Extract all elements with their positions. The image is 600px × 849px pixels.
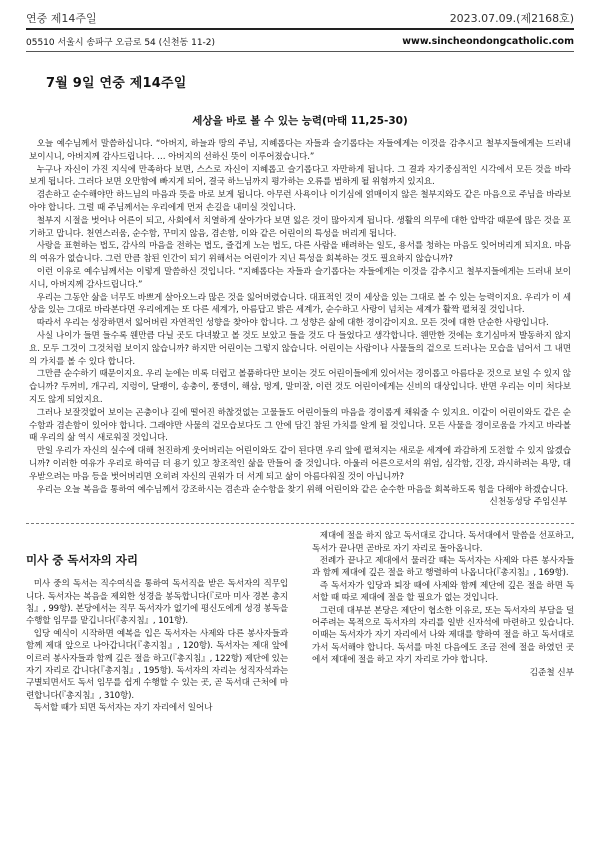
homily-signature: 신천동성당 주임신부 (489, 497, 567, 508)
homily-paragraph: 우리는 오늘 복음을 통하여 예수님께서 강조하시는 겸손과 순수함을 찾기 위해 어린이와 같은 순수한 마음을 회복하도록 힘을 다해야 하겠습니다. (36, 484, 569, 495)
homily-paragraph: 누구나 자신이 가진 지식에 만족하다 보면, 스스로 자신이 지혜롭고 슬기롭다고 자만하게 됩니다. 그 결과 자기중심적인 시각에서 모든 것을 바라보게 됩니다. 그러다 보면 오만함에 빠지게 되어, 결국 하느님까지 평가하는 오류를 범하게 될 위험까지 있지요. (29, 164, 571, 188)
homily-paragraph: 만일 우리가 자신의 실수에 대해 천진하게 웃어버리는 어린이와도 같이 된다면 우리 앞에 펼쳐지는 새로운 세계에 과감하게 도전할 수 있지 않겠습니까? 이러한 여유가 우리로 하여금 더 용기 있고 창조적인 삶을 만들어 줄 것입니다. 아울러 어른으로서의 위엄, 심각함, 긴장, 과시하려는 욕망, 대우받으려는 마음 등을 벗어버리면 오히려 자신의 권위가 더 서게 되고 삶이 아름다워질 것이 아닙니까? (29, 446, 571, 482)
homily-paragraph: 겸손하고 순수해야만 하느님의 마음과 뜻을 바로 보게 됩니다. 아무런 사욕이나 이기심에 얽매이지 않은 철부지와도 같은 마음으로 주님을 바라보아야 합니다. 그럴 때 주님께서는 우리에게 먼저 손길을 내미실 것입니다. (29, 190, 571, 213)
homily-paragraph: 오늘 예수님께서 말씀하십니다. “아버지, 하늘과 땅의 주님, 지혜롭다는 자들과 슬기롭다는 자들에게는 이것을 감추시고 철부지들에게는 드러내 보이시니, 아버지께 감사드립니다. … 아버지의 선하신 뜻이 이루어졌습니다.” (29, 139, 571, 162)
article-paragraph: 독서할 때가 되면 독서자는 자기 자리에서 일어나 (33, 703, 213, 714)
article-author: 김준철 신부 (529, 667, 574, 678)
homily-paragraph: 따라서 우리는 성장하면서 잃어버린 자연적인 성향을 찾아야 합니다. 그 성향은 삶에 대한 경이감이지요. 모든 것에 대한 단순한 사랑입니다. (36, 318, 549, 329)
article-paragraph: 그런데 대부분 본당은 제단이 협소한 이유로, 또는 독서자의 부담을 덜어주려는 목적으로 독서자의 자리를 일반 신자석에 마련하고 있습니다. 이때는 독서자가 자기 자리에서 나와 제대를 향하여 절을 하고 독서대로 가서 독서해야 합니다. 독서를 마친 다음에도 조금 전에 절을 하였던 곳에서 제대에 절을 하고 자기 자리로 가야 합니다. (312, 605, 574, 666)
homily-paragraph: 철부지 시절을 벗어나 어른이 되고, 사회에서 치열하게 살아가다 보면 잃은 것이 많아지게 됩니다. 생활의 의무에 대한 압박감 때문에 많은 것을 포기하고 맙니다. 천연스러움, 순수함, 꾸미지 않음, 겸손함, 이와 같은 어린이의 특성을 버리게 됩니다. (29, 215, 571, 239)
section-divider (26, 523, 574, 524)
homily-paragraph: 우리는 그동안 삶을 너무도 바쁘게 살아오느라 많은 것을 잃어버렸습니다. 대표적인 것이 세상을 있는 그대로 볼 수 있는 능력이지요. 우리가 이 세상을 있는 그대로 바라본다면 우리에게는 또 다른 세계가, 아름답고 밝은 세계가, 순수하고 사랑이 넘치는 세계가 활짝 펼쳐질 것입니다. (29, 292, 571, 316)
bulletin-header (26, 8, 574, 26)
homily-text (26, 138, 574, 509)
article-right-column (312, 530, 574, 714)
website-link[interactable]: www.sincheondongcatholic.com (402, 35, 574, 47)
article-paragraph: 입당 예식이 시작하면 예복을 입은 독서자는 사제와 다른 봉사자들과 함께 제대 앞으로 나아갑니다(『총지침』, 120항). 독서자는 제대 앞에 이르러 봉사자들과 함께 깊은 절을 하고(『총지침』, 122항) 제단에 있는 자기 자리로 갑니다(『총지침』, 195항). 독서자의 자리는 성직자석과는 구별되면서도 독서 임무를 쉽게 수행할 수 있는 곳, 곧 독서대 근처에 마련합니다(『총지침』, 310항). (26, 628, 288, 701)
homily-paragraph: 그러나 보잘것없어 보이는 곤충이나 길에 떨어진 하찮것없는 고물들도 어린이들의 마음을 경이롭게 채워줄 수 있지요. 이같이 어린이와도 같은 순수함과 겸손함이 있어야 합니다. 그래야만 사물의 겉모습보다도 그 안에 담긴 참된 가치를 알게 될 것입니다. 모든 사물을 경이로움을 가지고 바라볼 때 우리의 삶 역시 새로워질 것입니다. (29, 407, 571, 444)
church-address: 05510 서울시 송파구 오금로 54 (신천동 11-2) (26, 37, 216, 48)
homily-paragraph: 사랑을 표현하는 법도, 감사의 마음을 전하는 법도, 즐겁게 노는 법도, 다른 사람을 배려하는 일도, 용서를 청하는 마음도 잊어버리게 되지요. 마음의 여유가 없습니다. 그런 만큼 참된 인간이 되기 위해서는 어린이가 지닌 특성을 회복하는 것도 필요하지 않습니까? (29, 241, 571, 265)
issue-date: 2023.07.09.(제2168호) (449, 12, 574, 25)
homily-paragraph: 사실 나이가 들면 들수록 웬만큼 다닐 곳도 다녀봤고 볼 것도 보았고 들을 것도 다 들었다고 생각합니다. 웬만한 것에는 호기심마저 발동하지 않지요. 모두 그것이 그것처럼 보이지 않습니까? 하지만 어린이는 그렇지 않습니다. 어린이는 사람이나 사물들의 겉으로 드러나는 모습을 넘어서 그 내면의 가치를 볼 수 있다 합니다. (29, 330, 571, 367)
homily-paragraph: 이런 이유로 예수님께서는 이렇게 말씀하신 것입니다. “지혜롭다는 자들과 슬기롭다는 자들에게는 이것을 감추시고 철부지들에게는 드러내 보이시니, 아버지께 감사드립니다.” (29, 266, 571, 290)
header-subrule (26, 51, 574, 52)
article-paragraph: 즉 독서자가 입당과 퇴장 때에 사제와 함께 제단에 깊은 절을 하면 독서할 때 따로 제대에 절을 할 필요가 없는 것입니다. (312, 580, 574, 604)
sunday-title: 7월 9일 연중 제14주일 (46, 76, 187, 91)
article-paragraph: 미사 중의 독서는 직수여식을 통하여 독서직을 받은 독서자의 직무입니다. 독서자는 복음을 제외한 성경을 봉독합니다(『로마 미사 경본 총지침』, 99항). 본당에서는 직무 독서자가 없기에 평신도에게 성경 봉독을 수행할 임무를 맡깁니다(『총지침』, 101항). (26, 579, 288, 627)
homily-paragraph: 그만큼 순수하기 때문이지요. 우리 눈에는 비록 더럽고 볼품하다만 보이는 것도 어린이들에게 있어서는 경이롭고 아름다운 것으로 보일 수 있지 않습니까? 두꺼비, 개구리, 지렁이, 달팽이, 송충이, 풍뎅이, 해삼, 멍게, 말미잘, 이런 것도 어린이에게는 신비의 대상입니다. 반면 우리는 이미 처다보지도 않게 되었지요. (29, 369, 571, 405)
header-info (26, 33, 574, 49)
article-section (26, 530, 574, 714)
article-paragraph: 제대에 절을 하지 않고 독서대로 갑니다. 독서대에서 말씀을 선포하고, 독서가 끝나면 곧바로 자기 자리로 돌아옵니다. (312, 531, 574, 554)
article-paragraph: 전례가 끝나고 제대에서 물러갈 때는 독서자는 사제와 다른 봉사자들과 함께 제대에 깊은 절을 하고 행렬하여 나옵니다(『총지침』, 169항). (312, 555, 574, 579)
reading-title: 세상을 바로 볼 수 있는 능력(마태 11,25-30) (192, 115, 408, 127)
article-left-column (26, 530, 288, 714)
header-rule (26, 28, 574, 30)
bulletin-title: 연중 제14주일 (26, 12, 97, 25)
article-title: 미사 중 독서자의 자리 (26, 553, 138, 568)
